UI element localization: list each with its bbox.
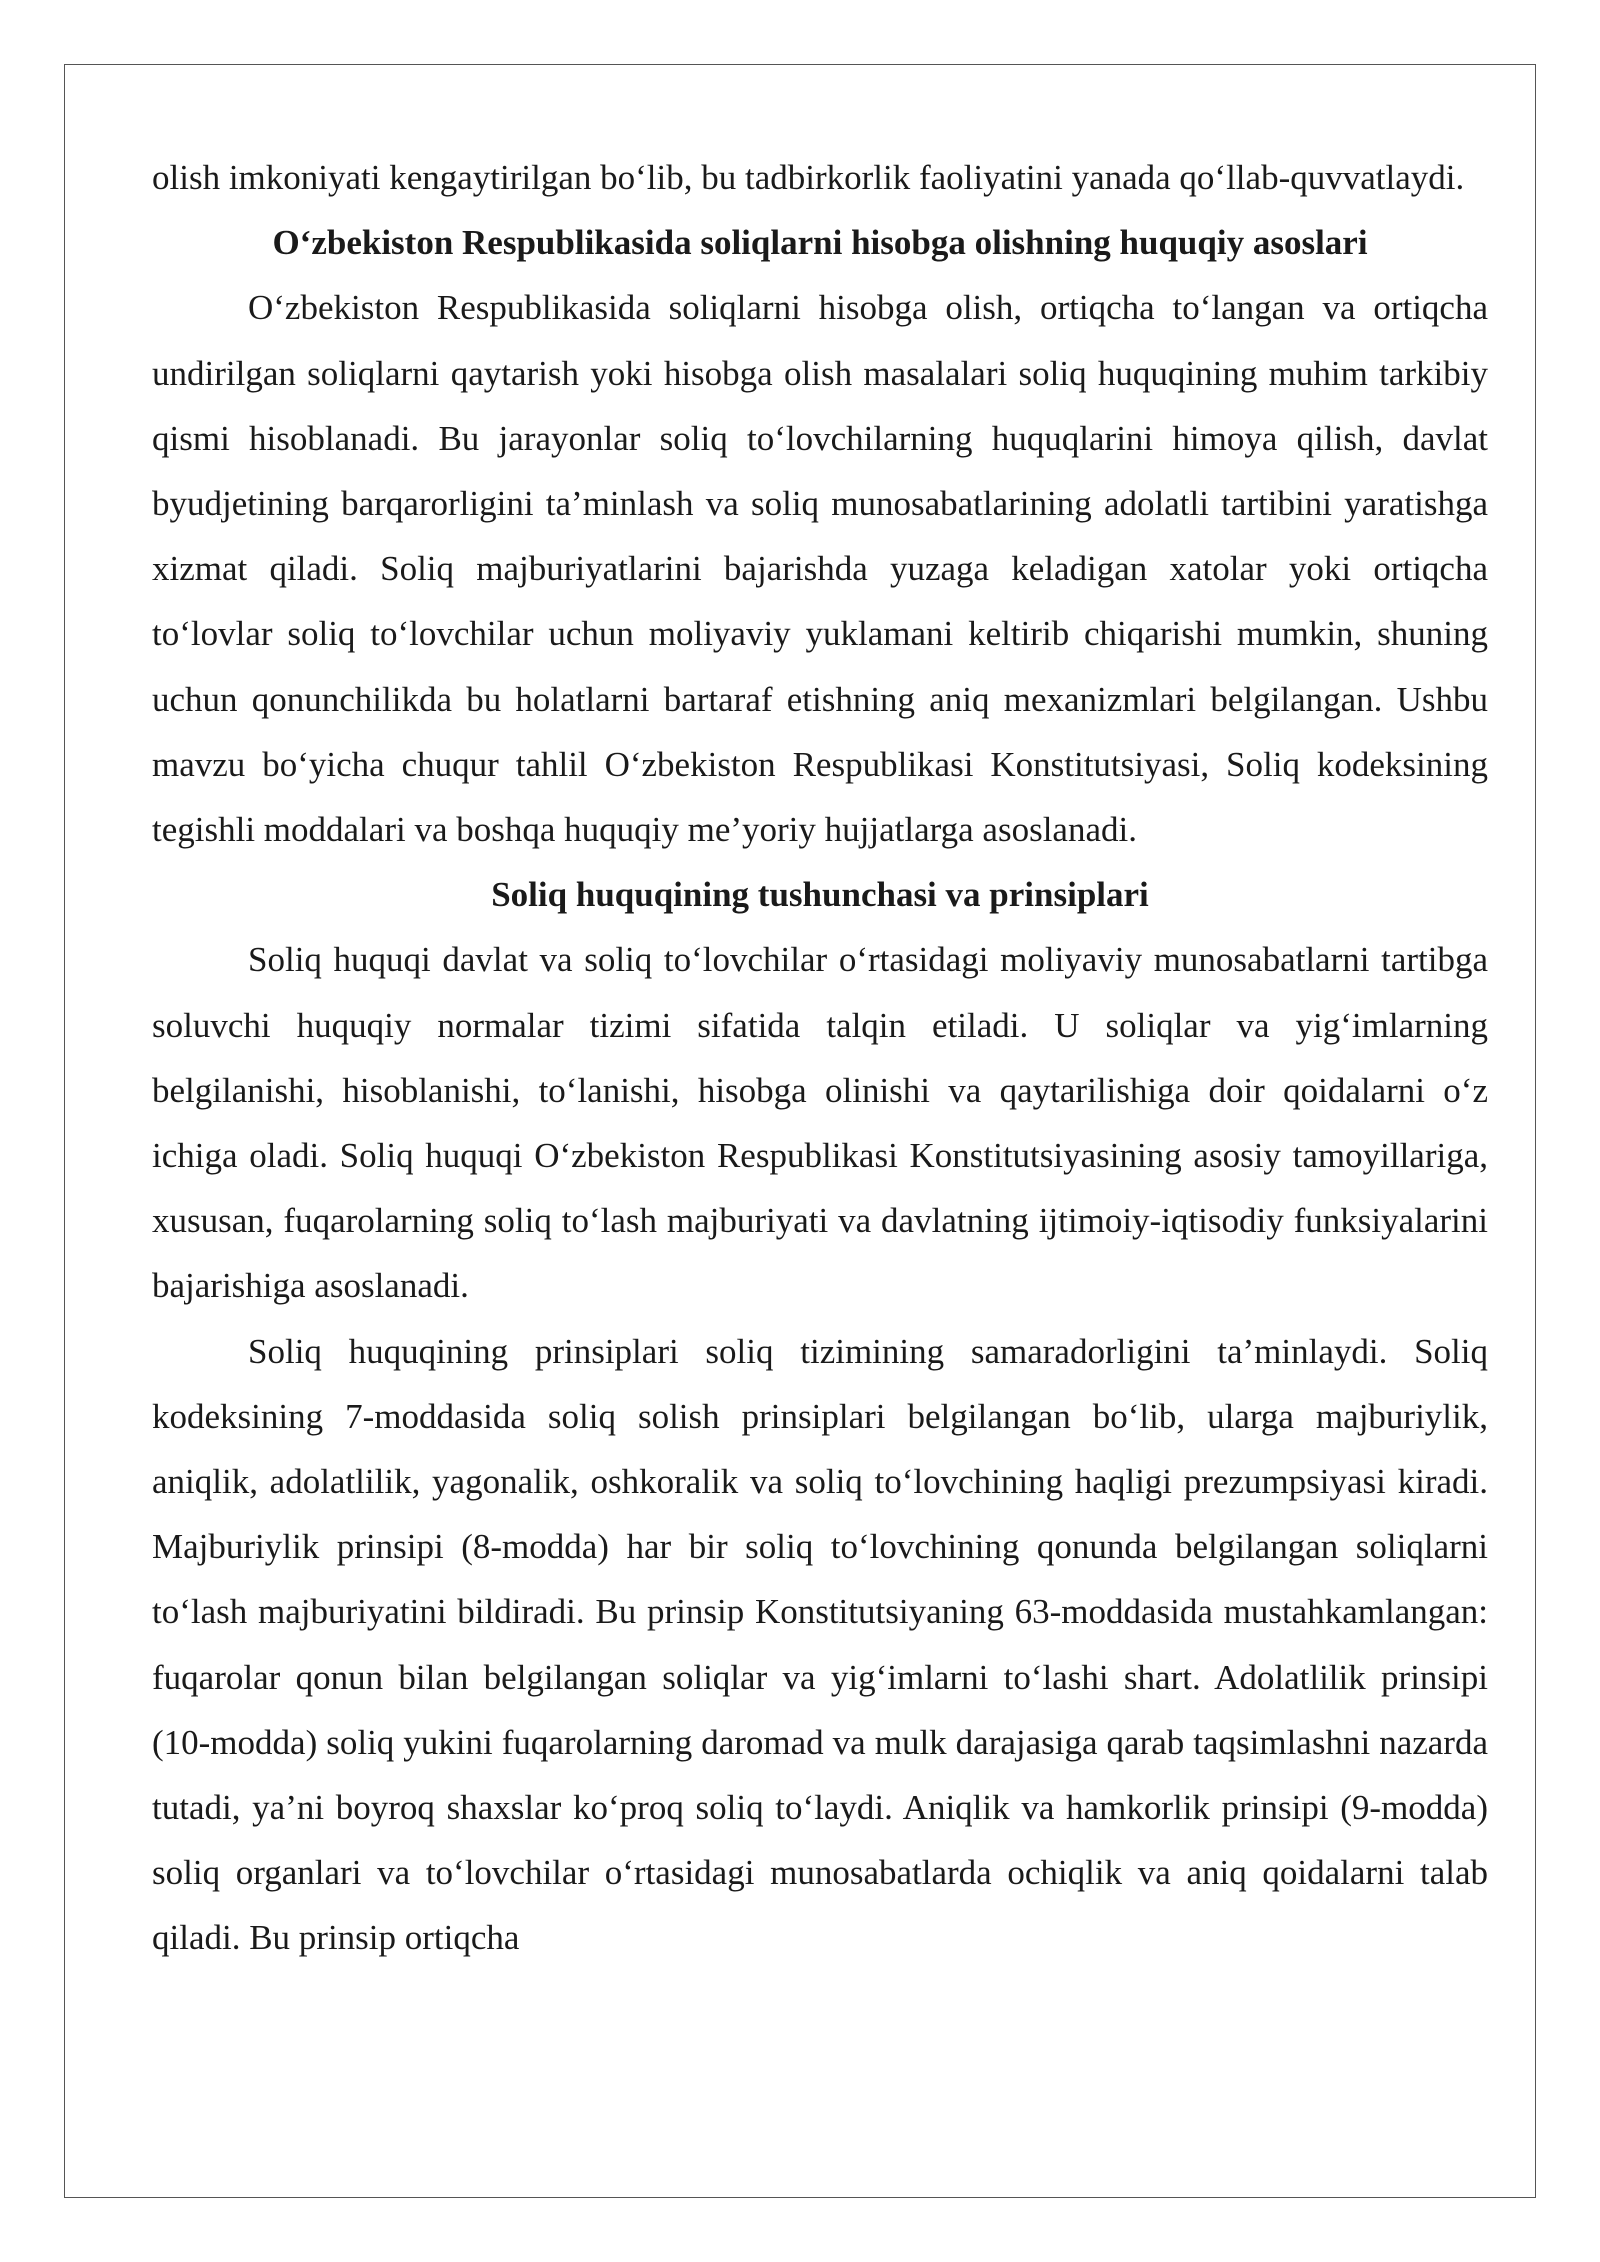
section-heading-tax-law-principles: Soliq huquqining tushunchasi va prinsiplari: [491, 875, 1149, 915]
paragraph-continuation: olish imkoniyati kengaytirilgan bo‘lib, bu tadbirkorlik faoliyatini yanada qo‘llab-quvvatlaydi.: [152, 158, 1465, 197]
paragraph-tax-law-concept: Soliq huquqi davlat va soliq to‘lovchilar o‘rtasidagi moliyaviy munosabatlarni tartibga soluvchi huquqiy normalar tizimi sifatida talqin etiladi. U soliqlar va yig‘imlarning belgilanishi, hisoblanishi, to‘lanishi, hisobga olinishi va qaytarilishiga doir qoidalarni o‘z ichiga oladi. Soliq huquqi O‘zbekiston Respublikasi Konstitutsiyasining asosiy tamoyillariga, xususan, fuqarolarning soliq to‘lash majburiyati va davlatning ijtimoiy-iqtisodiy funksiyalarini bajarishiga asoslanadi.: [152, 940, 1488, 1306]
paragraph-legal-basis: O‘zbekiston Respublikasida soliqlarni hisobga olish, ortiqcha to‘langan va ortiqcha undirilgan soliqlarni qaytarish yoki hisobga olish masalalari soliq huquqining muhim tarkibiy qismi hisoblanadi. Bu jarayonlar soliq to‘lovchilarning huquqlarini himoya qilish, davlat byudjetining barqarorligini ta’minlash va soliq munosabatlarining adolatli tartibini yaratishga xizmat qiladi. Soliq majburiyatlarini bajarishda yuzaga keladigan xatolar yoki ortiqcha to‘lovlar soliq to‘lovchilar uchun moliyaviy yuklamani keltirib chiqarishi mumkin, shuning uchun qonunchilikda bu holatlarni bartaraf etishning aniq mexanizmlari belgilangan. Ushbu mavzu bo‘yicha chuqur tahlil O‘zbekiston Respublikasi Konstitutsiyasi, Soliq kodeksining tegishli moddalari va boshqa huquqiy me’yoriy hujjatlarga asoslanadi.: [152, 288, 1488, 850]
document-body: [152, 145, 1488, 1971]
paragraph-tax-law-principles: Soliq huquqining prinsiplari soliq tizimining samaradorligini ta’minlaydi. Soliq kodeksining 7-moddasida soliq solish prinsiplari belgilangan bo‘lib, ularga majburiylik, aniqlik, adolatlilik, yagonalik, oshkoralik va soliq to‘lovchining haqligi prezumpsiyasi kiradi. Majburiylik prinsipi (8-modda) har bir soliq to‘lovchining qonunda belgilangan soliqlarni to‘lash majburiyatini bildiradi. Bu prinsip Konstitutsiyaning 63-moddasida mustahkamlangan: fuqarolar qonun bilan belgilangan soliqlar va yig‘imlarni to‘lashi shart. Adolatlilik prinsipi (10-modda) soliq yukini fuqarolarning daromad va mulk darajasiga qarab taqsimlashni nazarda tutadi, ya’ni boyroq shaxslar ko‘proq soliq to‘laydi. Aniqlik va hamkorlik prinsipi (9-modda) soliq organlari va to‘lovchilar o‘rtasidagi munosabatlarda ochiqlik va aniq qoidalarni talab qiladi. Bu prinsip ortiqcha: [152, 1331, 1488, 1958]
section-heading-legal-basis: O‘zbekiston Respublikasida soliqlarni hisobga olishning huquqiy asoslari: [272, 223, 1368, 263]
